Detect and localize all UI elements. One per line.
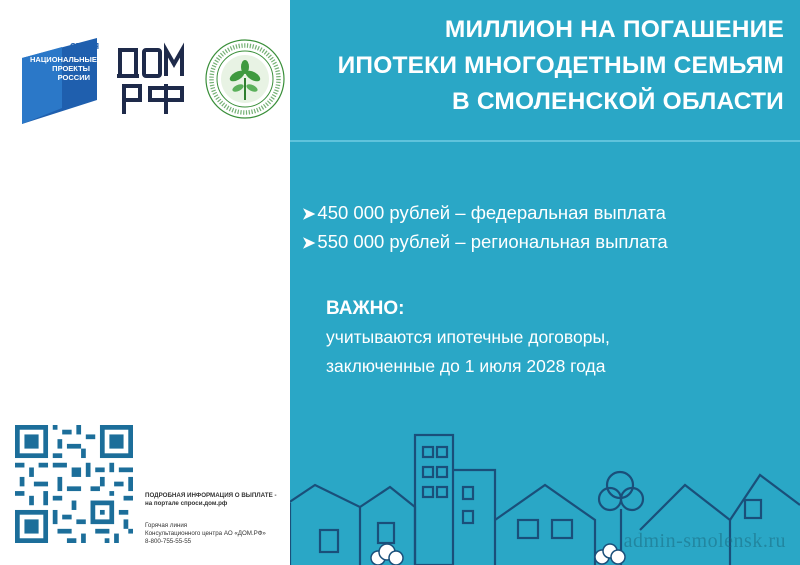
hotline-text bbox=[145, 522, 266, 546]
national-projects-top-label: СЕМЬЯ bbox=[70, 42, 99, 51]
title-line: МИЛЛИОН НА ПОГАШЕНИЕ bbox=[444, 16, 784, 43]
title-line: ИПОТЕКИ МНОГОДЕТНЫМ СЕМЬЯМ bbox=[337, 52, 784, 79]
page-title bbox=[338, 12, 784, 120]
hotline-phone: 8-800-755-55-55 bbox=[145, 538, 192, 545]
title-line: В СМОЛЕНСКОЙ ОБЛАСТИ bbox=[451, 88, 784, 115]
hotline-line: Консультационного центра АО «ДОМ.РФ» bbox=[145, 530, 266, 537]
payments-list bbox=[302, 199, 668, 257]
list-item: ➤ 450 000 рублей – федеральная выплата bbox=[302, 202, 666, 223]
right-panel bbox=[290, 0, 800, 565]
arrow-icon: ➤ bbox=[302, 206, 316, 223]
ministry-emblem bbox=[204, 38, 286, 120]
hotline-line: Горячая линия bbox=[145, 522, 188, 529]
watermark: admin-smolensk.ru bbox=[623, 530, 786, 552]
info-line: на портале спроси.дом.рф bbox=[145, 500, 228, 507]
important-line: заключенные до 1 июля 2028 года bbox=[326, 356, 606, 376]
info-text bbox=[145, 492, 277, 508]
national-projects-label: НАЦИОНАЛЬНЫЕ ПРОЕКТЫ РОССИИ bbox=[30, 55, 97, 82]
left-panel bbox=[0, 0, 290, 565]
info-line: ПОДРОБНАЯ ИНФОРМАЦИЯ О ВЫПЛАТЕ - bbox=[145, 492, 277, 499]
list-item: ➤ 550 000 рублей – региональная выплата bbox=[302, 231, 668, 252]
domrf-logo bbox=[116, 42, 192, 118]
important-line: учитываются ипотечные договоры, bbox=[326, 327, 610, 347]
title-block bbox=[290, 0, 800, 140]
arrow-icon: ➤ bbox=[302, 235, 316, 252]
qr-code[interactable] bbox=[15, 425, 133, 543]
important-note bbox=[326, 294, 610, 381]
important-heading: ВАЖНО: bbox=[326, 298, 405, 319]
divider bbox=[290, 140, 800, 142]
